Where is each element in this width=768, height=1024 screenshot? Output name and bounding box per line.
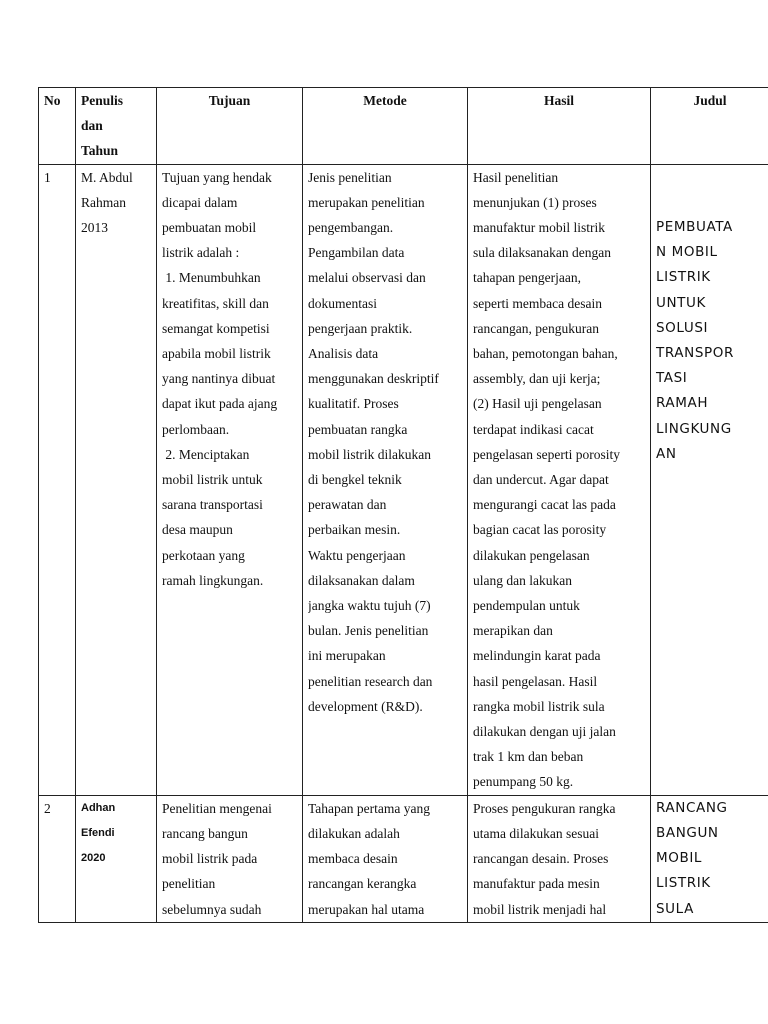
judul-text-line: TRANSPOR [656,345,734,361]
metode-text-line: perawatan dan [308,497,387,513]
tujuan-text-line: perlombaan. [162,421,230,437]
tujuan-text-line: yang nantinya dibuat [162,371,276,387]
tujuan-text-line: 2. Menciptakan [162,446,250,462]
tujuan-text-line: mobil listrik pada [162,851,258,867]
judul-text-line: PEMBUATA [656,218,733,235]
tujuan-text-line: rancang bangun [162,825,248,841]
author-last-name: Rahman [81,194,126,210]
metode-text-line: merupakan penelitian [308,194,425,210]
table-header [39,88,768,165]
judul-text-line: N MOBIL [656,244,718,261]
judul-text-line: MOBIL [656,850,703,867]
metode-text-line: ini merupakan [308,648,386,664]
hasil-text-line: rancangan, pengukuran [473,320,599,336]
judul-text-line: TASI [656,370,688,387]
table-row [39,795,768,922]
metode-text-line: bulan. Jenis penelitian [308,623,429,639]
tujuan-text-line: desa maupun [162,522,233,538]
metode-text-line: jangka waktu tujuh (7) [308,598,431,614]
hasil-text-line: assembly, dan uji kerja; [473,371,601,387]
hasil-text-line: bahan, pemotongan bahan, [473,346,618,362]
judul-text-line: LISTRIK [656,269,711,286]
metode-text-line: mobil listrik dilakukan [308,446,431,462]
metode-text-line: Analisis data [308,346,379,362]
metode-text-line: dilakukan adalah [308,825,400,841]
judul-text-line: RAMAH [656,395,709,412]
judul-text-line: LINGKUNG [656,420,732,437]
hasil-text-line: utama dilakukan sesuai [473,825,599,841]
hasil-text-line: mobil listrik menjadi hal [473,901,607,917]
author-name-line [81,165,151,190]
hasil-text-line: seperti membaca desain [473,295,602,311]
hasil-text-line: tahapan pengerjaan, [473,270,581,286]
hasil-text-line: dan undercut. Agar dapat [473,472,609,488]
hasil-text-line: ulang dan lakukan [473,572,572,588]
cell-hasil [468,164,651,795]
tujuan-text-line: sebelumnya sudah [162,901,262,917]
tujuan-text-line: kreatifitas, skill dan [162,295,269,311]
hasil-text-line: dilakukan dengan uji jalan [473,724,616,740]
judul-text-line: RANCANG [656,799,728,816]
metode-text-line: Pengambilan data [308,245,405,261]
judul-top-spacer [656,165,764,190]
hasil-text-line: rancangan desain. Proses [473,851,609,867]
tujuan-text-line: pembuatan mobil [162,220,257,236]
header-no: No [39,88,76,165]
hasil-text-line: trak 1 km dan beban [473,749,584,765]
metode-text-line: pengembangan. [308,220,394,236]
hasil-text-line: sula dilaksanakan dengan [473,245,611,261]
cell-tujuan [157,164,303,795]
cell-penulis [76,164,157,795]
metode-text-line: perbaikan mesin. [308,522,401,538]
tujuan-text-line: ramah lingkungan. [162,572,264,588]
cell-hasil [468,795,651,922]
author-last-name: Efendi [81,826,115,839]
header-hasil: Hasil [468,88,651,165]
tujuan-text-line: penelitian [162,876,216,892]
hasil-text-line: pendempulan untuk [473,598,580,614]
hasil-text-line: melindungin karat pada [473,648,601,664]
hasil-text-line: menunjukan (1) proses [473,194,597,210]
metode-text-line: melalui observasi dan [308,270,426,286]
tujuan-text-line: sarana transportasi [162,497,263,513]
tujuan-text-line: semangat kompetisi [162,320,270,336]
metode-text-line: membaca desain [308,851,398,867]
tujuan-text-line: dicapai dalam [162,194,238,210]
hasil-text-line: Proses pengukuran rangka [473,800,616,816]
tujuan-text-line: Tujuan yang hendak [162,169,272,185]
cell-judul [651,164,768,795]
hasil-text-line: mengurangi cacat las pada [473,497,616,513]
judul-text-line: SULA [656,900,694,917]
metode-text-line: Tahapan pertama yang [308,800,430,816]
author-first-name: Abdul [99,169,133,185]
table-body [39,164,768,922]
judul-text-line: UNTUK [656,294,706,311]
metode-text-line: merupakan hal utama [308,901,425,917]
header-metode: Metode [303,88,468,165]
table-row [39,164,768,795]
metode-text-line: rancangan kerangka [308,876,417,892]
cell-no: 2 [39,795,76,922]
hasil-text-line: pengelasan seperti porosity [473,446,620,462]
header-row [39,88,768,165]
literature-table [38,87,768,923]
metode-text-line: pembuatan rangka [308,421,408,437]
author-year: 2020 [81,852,106,865]
metode-text-line: Jenis penelitian [308,169,392,185]
metode-text-line: menggunakan deskriptif [308,371,439,387]
author-year: 2013 [81,220,108,236]
judul-text-line: SOLUSI [656,319,709,336]
tujuan-text-line: mobil listrik untuk [162,472,263,488]
hasil-text-line: penumpang 50 kg. [473,774,574,790]
metode-text-line: Waktu pengerjaan [308,547,406,563]
cell-penulis [76,795,157,922]
author-first-name: Adhan [81,801,116,814]
metode-text-line: penelitian research dan [308,673,433,689]
hasil-text-line: hasil pengelasan. Hasil [473,673,598,689]
metode-text-line: di bengkel teknik [308,472,402,488]
hasil-text-line: manufaktur mobil listrik [473,220,605,236]
tujuan-text-line: Penelitian mengenai [162,800,272,816]
metode-text-line: kualitatif. Proses [308,396,399,412]
metode-text-line: dokumentasi [308,295,377,311]
hasil-text-line: manufaktur pada mesin [473,876,600,892]
author-initial: M. [81,169,97,185]
hasil-text-line: terdapat indikasi cacat [473,421,594,437]
hasil-text-line: (2) Hasil uji pengelasan [473,396,602,412]
header-penulis [76,88,157,165]
hasil-text-line: merapikan dan [473,623,553,639]
metode-text-line: development (R&D). [308,698,423,714]
hasil-text-line: bagian cacat las porosity [473,522,607,538]
judul-text-line: BANGUN [656,824,719,841]
header-penulis-line: Tahun [81,143,119,159]
header-penulis-line: dan [81,118,103,134]
cell-no: 1 [39,164,76,795]
tujuan-text-line: listrik adalah : [162,245,240,261]
cell-metode [303,164,468,795]
metode-text-line: dilaksanakan dalam [308,572,415,588]
header-penulis-line: Penulis [81,93,124,108]
tujuan-text-line: 1. Menumbuhkan [162,270,261,286]
tujuan-text-line: perkotaan yang [162,547,245,563]
judul-text-line: LISTRIK [656,875,711,892]
judul-text-line: AN [656,445,677,462]
cell-metode [303,795,468,922]
tujuan-text-line: dapat ikut pada ajang [162,396,278,412]
hasil-text-line: dilakukan pengelasan [473,547,590,563]
judul-top-spacer [656,190,764,215]
cell-tujuan [157,795,303,922]
header-tujuan: Tujuan [157,88,303,165]
hasil-text-line: rangka mobil listrik sula [473,698,605,714]
header-judul: Judul [651,88,768,165]
hasil-text-line: Hasil penelitian [473,169,559,185]
cell-judul [651,795,768,922]
metode-text-line: pengerjaan praktik. [308,320,413,336]
tujuan-text-line: apabila mobil listrik [162,346,271,362]
